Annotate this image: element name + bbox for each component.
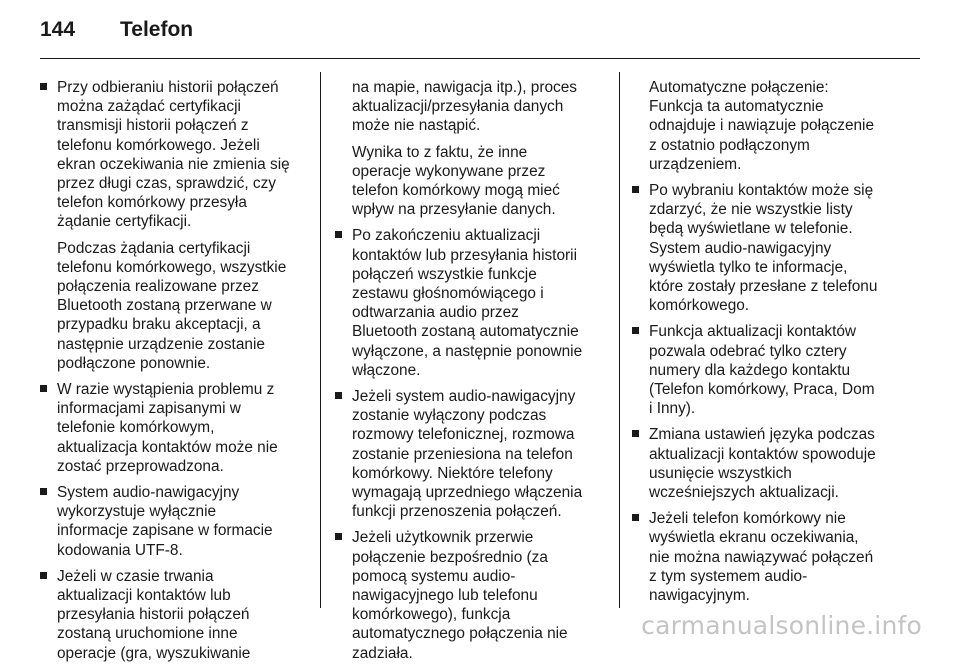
block-text: Funkcja aktualizacji kontaktów pozwala odebrać tylko cztery numery dla każdego kontaktu (Telefon komórkowy, Praca, Dom i Inny). xyxy=(649,323,875,418)
bullet-item xyxy=(40,483,290,560)
paragraph xyxy=(632,78,882,174)
bullet-square-icon xyxy=(40,385,47,392)
bullet-square-icon xyxy=(40,83,47,90)
bullet-item xyxy=(632,322,882,418)
block-text: na mapie, nawigacja itp.), proces aktualizacji/przesyłania danych może nie nastąpić. xyxy=(352,79,577,135)
block-text: Przy odbieraniu historii połączeń można zażądać certyfikacji transmisji historii połączeń z telefonu komórkowego. Jeżeli ekran oczekiwania nie zmienia się przez długi czas, sprawdzić, czy telefon komórkowy przesyła żądanie certyfikacji. xyxy=(57,79,290,231)
bullet-square-icon xyxy=(632,430,639,437)
page-header xyxy=(40,18,193,42)
text-column-2 xyxy=(335,78,585,670)
header-rule xyxy=(40,58,920,59)
bullet-item xyxy=(335,387,585,521)
bullet-item xyxy=(335,226,585,380)
block-text: Jeżeli system audio-nawigacyjny zostanie wyłączony podczas rozmowy telefonicznej, rozmowa zostanie przeniesiona na telefon komórkowy. Niektóre telefony wymagają uprzedniego włączenia funkcji przenoszenia połączeń. xyxy=(352,388,583,521)
block-text: Jeżeli telefon komórkowy nie wyświetla ekranu oczekiwania, nie można nawiązywać połączeń z tym systemem audio-nawigacyjnym. xyxy=(649,510,874,605)
watermark[interactable]: carmanualsonline.info xyxy=(641,611,922,640)
bullet-square-icon xyxy=(40,488,47,495)
bullet-item xyxy=(335,528,585,662)
block-text: Jeżeli w czasie trwania aktualizacji kontaktów lub przesyłania historii połączeń zostaną uruchomione inne operacje (gra, wyszukiwanie xyxy=(57,567,251,662)
bullet-square-icon xyxy=(632,186,639,193)
block-text: System audio-nawigacyjny wykorzystuje wyłącznie informacje zapisane w formacie kodowania UTF-8. xyxy=(57,484,273,559)
block-text: Po zakończeniu aktualizacji kontaktów lub przesyłania historii połączeń wszystkie funkcje zestawu głośnomówiącego i odtwarzania audio przez Bluetooth zostaną automatycznie wyłączone, a następnie ponownie włączone. xyxy=(352,227,583,379)
bullet-square-icon xyxy=(40,572,47,579)
block-text: Zmiana ustawień języka podczas aktualizacji kontaktów spowoduje usunięcie wszystkich wcześniejszych aktualizacji. xyxy=(649,426,876,502)
block-text: Jeżeli użytkownik przerwie połączenie bezpośrednio (za pomocą systemu audio-nawigacyjnego lub telefonu komórkowego), funkcja automatycznego połączenia nie zadziała. xyxy=(352,529,568,662)
bullet-square-icon xyxy=(335,533,342,540)
block-text: Podczas żądania certyfikacji telefonu komórkowego, wszystkie połączenia realizowane przez Bluetooth zostaną przerwane w przypadku braku akceptacji, a następnie urządzenie zostanie podłączone ponownie. xyxy=(57,239,287,372)
bullet-item xyxy=(632,509,882,605)
bullet-item xyxy=(632,425,882,502)
bullet-square-icon xyxy=(335,231,342,238)
bullet-item xyxy=(40,380,290,476)
bullet-square-icon xyxy=(632,327,639,334)
column-divider-2 xyxy=(619,72,620,608)
text-column-3 xyxy=(632,78,882,612)
bullet-item xyxy=(40,567,290,663)
page-title: Telefon xyxy=(120,18,194,41)
bullet-square-icon xyxy=(335,392,342,399)
block-text: Automatyczne połączenie: Funkcja ta automatycznie odnajduje i nawiązuje połączenie z ostatnio podłączonym urządzeniem. xyxy=(649,79,875,173)
text-column-1 xyxy=(40,78,290,670)
block-text: W razie wystąpienia problemu z informacjami zapisanymi w telefonie komórkowym, aktualizacja kontaktów może nie zostać przeprowadzona. xyxy=(57,381,278,475)
column-divider-1 xyxy=(320,72,321,608)
paragraph xyxy=(335,143,585,220)
bullet-item xyxy=(40,78,290,232)
bullet-item xyxy=(632,181,882,315)
page-number: 144 xyxy=(40,18,76,41)
block-text: Wynika to z faktu, że inne operacje wykonywane przez telefon komórkowy mogą mieć wpływ na przesyłanie danych. xyxy=(352,143,560,219)
paragraph xyxy=(335,78,585,136)
bullet-square-icon xyxy=(632,514,639,521)
block-text: Po wybraniu kontaktów może się zdarzyć, że nie wszystkie listy będą wyświetlane w telefonie. System audio-nawigacyjny wyświetla tylko te informacje, które zostały przesłane z telefonu komórkowego. xyxy=(649,182,878,315)
paragraph xyxy=(40,239,290,373)
